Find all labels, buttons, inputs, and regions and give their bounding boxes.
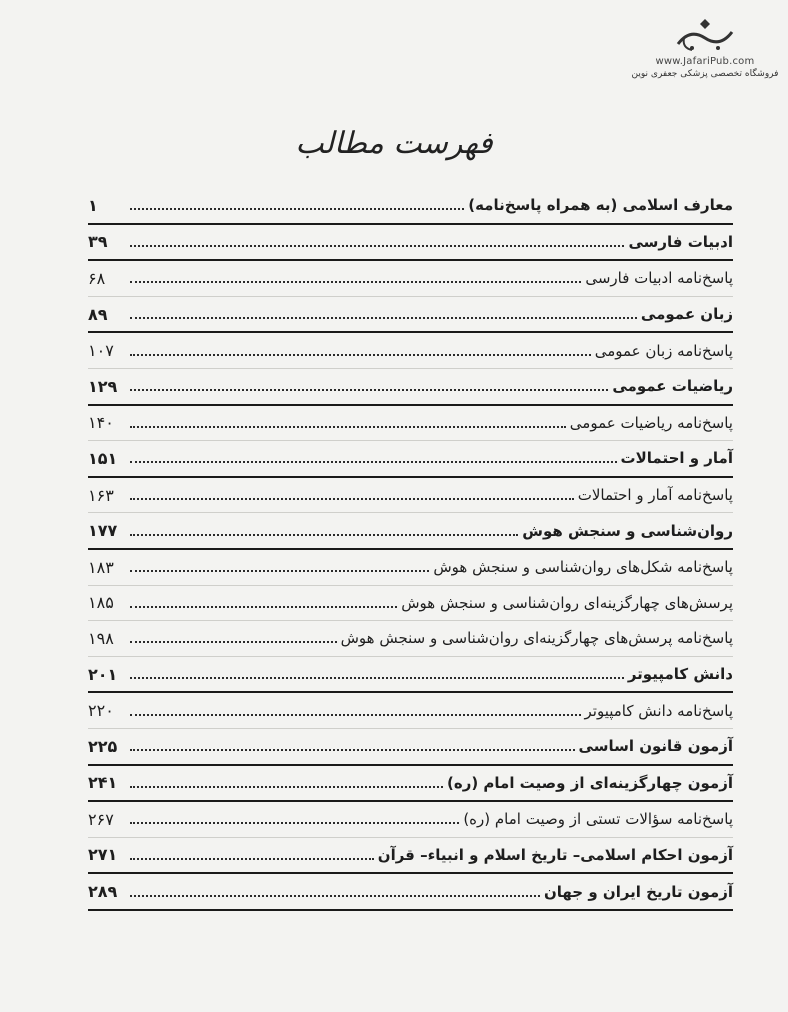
toc-entry: [88, 297, 733, 334]
toc-entry-title: آزمون چهارگزینه‌ای از وصیت امام (ره): [446, 773, 733, 792]
toc-entry: [88, 766, 733, 803]
toc-entry-page-number: ۲۸۹: [88, 882, 118, 902]
toc-entry: [88, 478, 733, 514]
toc-dot-leader: [130, 208, 464, 210]
toc-entry-page-number: ۲۴۱: [88, 773, 118, 793]
toc-entry-page-number: ۲۶۷: [88, 809, 114, 829]
toc-entry-page-number: ۶۸: [88, 268, 106, 288]
toc-entry-page-number: ۳۹: [88, 232, 108, 252]
toc-entry: [88, 369, 733, 406]
toc-dot-leader: [130, 498, 574, 500]
toc-entry: [88, 657, 733, 694]
toc-entry-title: پاسخ‌نامه پرسش‌های چهارگزینه‌ای روان‌شناسی و سنجش هوش: [340, 629, 733, 648]
toc-dot-leader: [130, 245, 624, 247]
toc-dot-leader: [130, 354, 591, 356]
table-of-contents: [88, 188, 733, 911]
toc-entry-title: آزمون تاریخ ایران و جهان: [543, 882, 733, 901]
toc-entry: [88, 693, 733, 729]
toc-dot-leader: [130, 822, 459, 824]
toc-dot-leader: [130, 677, 624, 679]
toc-dot-leader: [130, 317, 637, 319]
toc-entry-page-number: ۸۹: [88, 304, 108, 324]
toc-entry-title: ادبیات فارسی: [628, 232, 733, 251]
toc-entry: [88, 441, 733, 478]
toc-entry: [88, 225, 733, 262]
toc-entry: [88, 838, 733, 875]
toc-entry-page-number: ۱۲۹: [88, 376, 118, 396]
toc-dot-leader: [130, 389, 608, 391]
toc-entry: [88, 621, 733, 657]
toc-dot-leader: [130, 534, 518, 536]
toc-dot-leader: [130, 570, 429, 572]
toc-entry-page-number: ۱۴۰: [88, 413, 114, 433]
toc-entry-page-number: ۱: [88, 195, 98, 215]
toc-dot-leader: [130, 749, 575, 751]
toc-entry: [88, 586, 733, 622]
toc-entry-title: آزمون احکام اسلامی– تاریخ اسلام و انبیاء– قرآن: [377, 845, 733, 864]
toc-dot-leader: [130, 714, 581, 716]
toc-entry-page-number: ۱۶۳: [88, 485, 114, 505]
publisher-logo: [630, 18, 780, 79]
toc-dot-leader: [130, 895, 540, 897]
toc-entry-title: دانش کامپیوتر: [627, 665, 733, 684]
toc-entry-title: آزمون قانون اساسی: [578, 737, 733, 756]
toc-dot-leader: [130, 281, 581, 283]
toc-entry-title: پاسخ‌نامه دانش کامپیوتر: [584, 701, 733, 720]
logo-tagline: فروشگاه تخصصی پزشکی جعفری نوین: [631, 69, 779, 79]
toc-dot-leader: [130, 606, 397, 608]
toc-entry-title: پاسخ‌نامه سؤالات تستی از وصیت امام (ره): [463, 810, 733, 829]
toc-entry: [88, 333, 733, 369]
toc-entry-page-number: ۲۲۵: [88, 736, 118, 756]
toc-entry-page-number: ۱۹۸: [88, 628, 114, 648]
toc-entry-page-number: ۱۸۳: [88, 557, 114, 577]
toc-entry-page-number: ۱۷۷: [88, 521, 118, 541]
toc-entry: [88, 802, 733, 838]
toc-entry: [88, 261, 733, 297]
toc-entry-title: پاسخ‌نامه زبان عمومی: [594, 341, 733, 360]
toc-entry-page-number: ۱۰۷: [88, 341, 114, 361]
jafari-logo-icon: [670, 18, 740, 54]
toc-entry-page-number: ۲۷۱: [88, 845, 118, 865]
logo-site-url: www.JafariPub.com: [655, 56, 755, 67]
toc-dot-leader: [130, 786, 443, 788]
toc-entry-title: پاسخ‌نامه ریاضیات عمومی: [569, 413, 733, 432]
toc-entry-title: زبان عمومی: [640, 305, 733, 324]
toc-dot-leader: [130, 641, 337, 643]
toc-entry-title: پاسخ‌نامه آمار و احتمالات: [577, 486, 733, 505]
toc-entry: [88, 406, 733, 442]
toc-entry-title: ریاضیات عمومی: [612, 377, 733, 396]
toc-dot-leader: [130, 426, 566, 428]
toc-entry: [88, 874, 733, 911]
toc-dot-leader: [130, 461, 617, 463]
toc-entry-title: پاسخ‌نامه شکل‌های روان‌شناسی و سنجش هوش: [433, 558, 733, 577]
toc-entry-title: پاسخ‌نامه ادبیات فارسی: [585, 269, 733, 288]
toc-entry-title: معارف اسلامی (به همراه پاسخ‌نامه): [468, 196, 733, 215]
toc-dot-leader: [130, 858, 374, 860]
toc-entry-title: آمار و احتمالات: [620, 449, 733, 468]
toc-entry-page-number: ۱۵۱: [88, 448, 118, 468]
toc-entry-page-number: ۱۸۵: [88, 593, 114, 613]
toc-entry-title: پرسش‌های چهارگزینه‌ای روان‌شناسی و سنجش هوش: [401, 593, 733, 612]
toc-entry-page-number: ۲۰۱: [88, 664, 118, 684]
toc-entry: [88, 550, 733, 586]
toc-entry: [88, 729, 733, 766]
page-title: فهرست مطالب: [295, 126, 493, 161]
toc-entry-page-number: ۲۲۰: [88, 701, 114, 721]
toc-entry: [88, 188, 733, 225]
toc-entry-title: روان‌شناسی و سنجش هوش: [522, 521, 733, 540]
toc-entry: [88, 513, 733, 550]
